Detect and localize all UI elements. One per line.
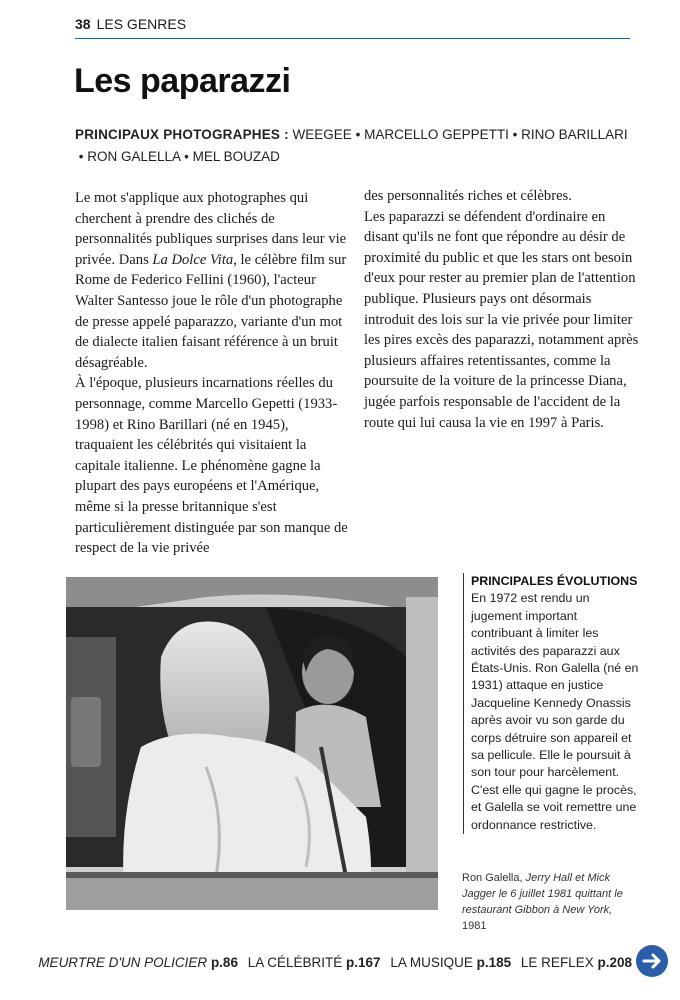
body-paragraph: À l'époque, plusieurs incarnations réelles du personnage, comme Marcello Gepetti (1933-1998) et Rino Barillari (né en 1945), traquaient les célébrités qui visitaient la capitale italienne. Le phénomène gagne la plupart des pays européens et l'Amérique, même si la presse britannique s'est particulièrement distinguée par son manque de respect de la vie privée [75,375,348,557]
sidebar-box [463,573,641,834]
photographer-name: MEL BOUZAD [192,149,280,164]
footer-link-meurtre[interactable]: MEURTRE D'UN POLICIER p.86 [38,955,238,970]
separator: • [512,127,518,142]
arrow-right-icon [636,945,668,977]
photographer-name: MARCELLO GEPPETTI [364,127,509,142]
photographer-name: RINO BARILLARI [521,127,628,142]
footer-cross-references [32,955,632,970]
photographer-name: RON GALELLA [87,149,181,164]
caption-author: Ron Galella, [462,872,523,884]
body-paragraph: des personnalités riches et célèbres. [364,188,572,204]
separator: • [78,149,84,164]
page-title: Les paparazzi [74,62,291,100]
next-page-button[interactable] [636,945,668,977]
photographers-label: PRINCIPAUX PHOTOGRAPHES : [75,127,289,142]
photographer-name: WEEGEE [292,127,352,142]
footer-link-musique[interactable]: LA MUSIQUE p.185 [390,955,512,970]
body-paragraph: Les paparazzi se défendent d'ordinaire en disant qu'ils ne font que répondre au désir de proximité du public et que les stars ont besoin d'eux pour rester au premier plan de l'attention publique. Plusieurs pays ont désormais introduit des lois sur la vie privée pour limiter les pires excès des paparazzi, notamment après plusieurs affaires retentissantes, comme la poursuite de la voiture de la princesse Diana, jugée parfois responsable de l'accident de la route qui lui causa la vie en 1997 à Paris. [364,208,639,431]
sidebar-text: En 1972 est rendu un jugement important contribuant à limiter les activités des paparazzi aux États-Unis. Ron Galella (né en 1931) attaque en justice Jacqueline Kennedy Onassis après avoir vu son garde du corps détruire son appareil et sa pellicule. Elle le poursuit à son tour pour harcèlement. C'est elle qui gagne le procès, et Galella se voit remettre une ordonnance restrictive. [471,591,639,832]
page-header [75,16,630,39]
body-column-left [75,188,350,559]
photo-illustration [66,577,438,910]
photo-caption [462,870,637,934]
body-column-right [364,186,639,433]
footer-link-reflex[interactable]: LE REFLEX p.208 [520,955,632,970]
separator: • [355,127,361,142]
caption-title: Jerry Hall et Mick Jagger le 6 juillet 1981 quittant le restaurant Gibbon à New York, [462,872,623,916]
section-name: LES GENRES [96,16,187,32]
photographers-line [75,124,635,168]
page-number: 38 [75,16,91,32]
caption-year: 1981 [462,920,487,932]
body-paragraph: Le mot s'applique aux photographes qui cherchent à prendre des clichés de personnalités publiques surprises dans leur vie privée. Dans La Dolce Vita, le célèbre film sur Rome de Federico Fellini (1960), l'acteur Walter Santesso joue le rôle d'un photographe de presse appelé paparazzo, variante d'un mot de dialecte italien faisant référence à un bruit désagréable. [75,190,347,371]
sidebar-title: PRINCIPALES ÉVOLUTIONS [471,574,638,588]
separator: • [184,149,189,164]
film-title: La Dolce Vita, [152,251,237,268]
footer-link-celebrite[interactable]: LA CÉLÉBRITÉ p.167 [247,955,381,970]
photo-jerry-hall-mick-jagger [66,577,438,910]
